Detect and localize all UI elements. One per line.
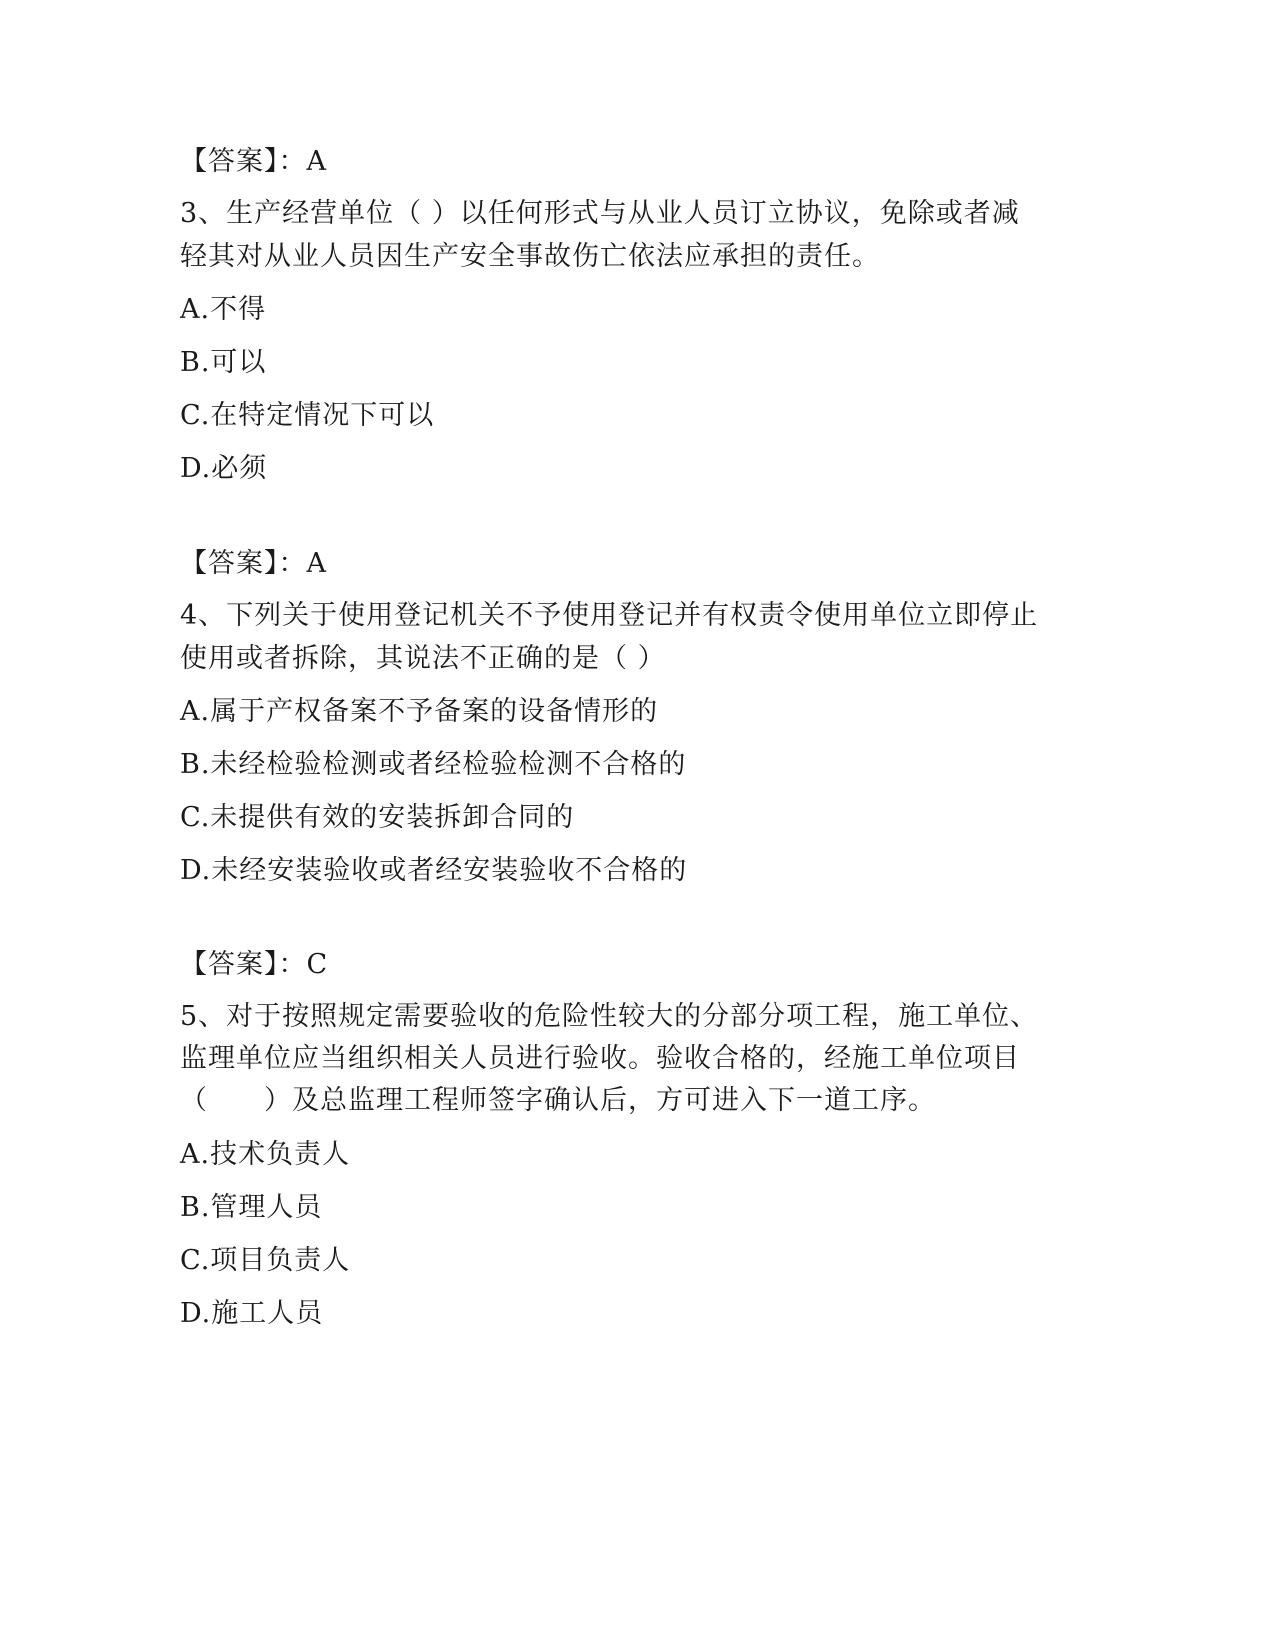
question-3-option-a: A.不得 [180,294,267,325]
question-3-option-d: D.必须 [180,453,268,484]
question-3-option-b: B.可以 [180,347,267,378]
answer-label: 【答案】： [180,949,307,980]
question-5-option-c: C.项目负责人 [180,1245,351,1276]
answer-value: A [306,548,327,579]
answer-line [180,146,327,178]
answer-label: 【答案】： [180,548,307,579]
question-3-option-c: C.在特定情况下可以 [180,400,435,431]
question-3-text-line-1: 3、生产经营单位（ ）以任何形式与从业人员订立协议，免除或者减 [180,198,1020,229]
question-3-text-line-2: 轻其对从业人员因生产安全事故伤亡依法应承担的责任。 [180,241,880,272]
question-4-text-line-2: 使用或者拆除，其说法不正确的是（ ） [180,643,666,674]
question-5-option-a: A.技术负责人 [180,1139,351,1170]
question-4-option-c: C.未提供有效的安装拆卸合同的 [180,802,575,833]
question-4-option-d: D.未经安装验收或者经安装验收不合格的 [180,855,688,886]
answer-line [180,949,328,981]
answer-label: 【答案】： [180,146,307,177]
question-5-text-line-3: （ ）及总监理工程师签字确认后，方可进入下一道工序。 [180,1085,936,1116]
question-5-text-line-2: 监理单位应当组织相关人员进行验收。验收合格的，经施工单位项目 [180,1043,1020,1074]
answer-line [180,548,327,580]
answer-value: C [306,949,329,980]
question-4-option-a: A.属于产权备案不予备案的设备情形的 [180,696,659,727]
question-4-option-b: B.未经检验检测或者经检验检测不合格的 [180,749,687,780]
answer-value: A [306,146,327,177]
question-5-option-d: D.施工人员 [180,1298,324,1329]
question-5-text-line-1: 5、对于按照规定需要验收的危险性较大的分部分项工程，施工单位、 [180,1001,1039,1032]
question-4-text-line-1: 4、下列关于使用登记机关不予使用登记并有权责令使用单位立即停止 [180,600,1039,631]
question-5-option-b: B.管理人员 [180,1192,323,1223]
